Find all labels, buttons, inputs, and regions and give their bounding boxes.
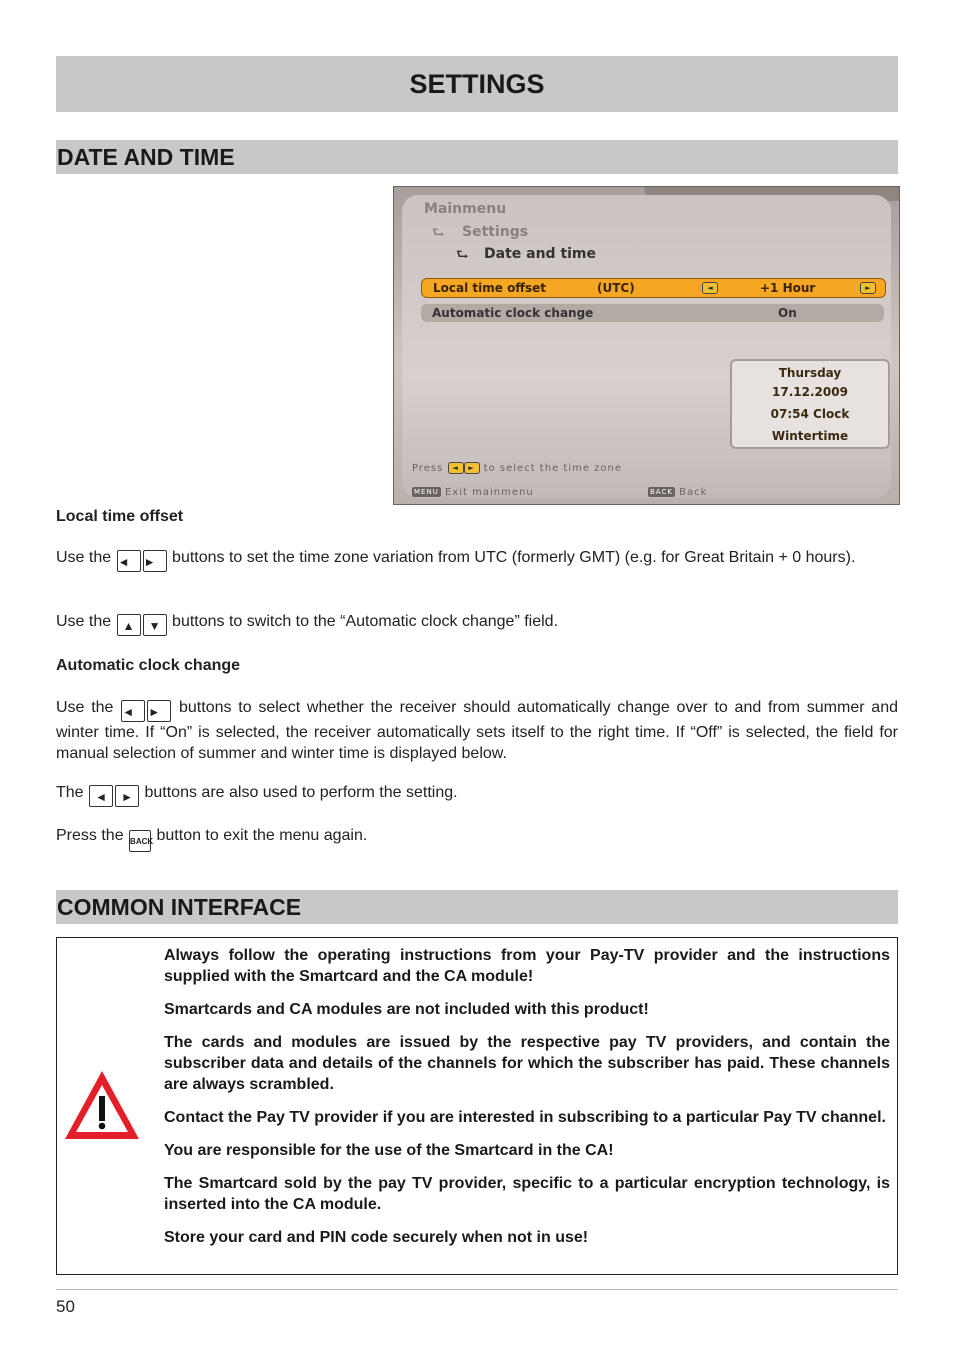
section-heading-date-time: DATE AND TIME xyxy=(57,144,235,170)
text: button to exit the menu again. xyxy=(156,827,368,844)
osd-time: 07:54 Clock xyxy=(770,407,850,421)
warning-paragraph: You are responsible for the use of the Smartcard in the CA! xyxy=(164,1142,614,1159)
right-arrow-key-icon: ► xyxy=(143,550,167,572)
para-local-offset-2 xyxy=(56,611,898,636)
osd-row-mid: (UTC) xyxy=(597,281,635,295)
osd-crumb-settings: Settings xyxy=(462,224,529,240)
osd-season: Wintertime xyxy=(771,429,849,443)
osd-datetime-box xyxy=(730,359,890,449)
left-arrow-key-icon: ◄ xyxy=(117,550,141,572)
warning-paragraph: Always follow the operating instructions from your Pay-TV provider and the instructions supplied with the Smartcard and the CA module! xyxy=(164,947,890,985)
text: Use the xyxy=(56,613,112,630)
warning-box xyxy=(56,937,898,1275)
warning-text xyxy=(164,945,890,1260)
osd-row-automatic-clock-change xyxy=(421,304,884,322)
text: buttons to switch to the “Automatic clock change” field. xyxy=(172,613,559,630)
para-auto-clock-1 xyxy=(56,697,898,764)
osd-help-suffix: to select the time zone xyxy=(483,463,623,474)
menu-key-icon: MENU xyxy=(414,488,439,496)
up-arrow-key-icon: ▲ xyxy=(117,614,141,636)
osd-back-label: Back xyxy=(679,487,708,498)
osd-row-value: +1 Hour xyxy=(760,281,816,295)
osd-row-value: On xyxy=(778,306,797,320)
section-bar-date-time xyxy=(56,140,898,174)
text: Use the xyxy=(56,699,114,716)
text: Use the xyxy=(56,549,112,566)
osd-help-prefix: Press xyxy=(412,463,444,474)
section-heading-common-interface: COMMON INTERFACE xyxy=(57,894,302,920)
back-key-icon: BACK xyxy=(650,488,673,496)
osd-panel xyxy=(402,195,891,498)
osd-row-label: Automatic clock change xyxy=(432,306,594,320)
left-arrow-key-icon: ◄ xyxy=(121,700,145,722)
left-arrow-key-icon: ◄ xyxy=(89,785,113,807)
page-number: 50 xyxy=(56,1297,75,1316)
footer-divider xyxy=(56,1289,898,1290)
crumb-arrow-icon: ⮑ xyxy=(432,225,445,241)
para-local-offset-1 xyxy=(56,547,898,572)
page-title: SETTINGS xyxy=(409,69,545,99)
para-auto-clock-3 xyxy=(56,825,898,852)
left-arrow-icon: ◄ xyxy=(448,462,464,474)
osd-crumb-mainmenu: Mainmenu xyxy=(424,201,507,217)
text: Press the xyxy=(56,827,124,844)
right-arrow-icon: ► xyxy=(464,462,480,474)
osd-date: 17.12.2009 xyxy=(772,385,848,399)
osd-crumb-date-time: Date and time xyxy=(484,246,597,262)
osd-screenshot xyxy=(393,186,900,505)
text: buttons are also used to perform the setting. xyxy=(144,784,458,801)
text: The xyxy=(56,784,84,801)
left-arrow-icon: ◄ xyxy=(702,282,718,294)
warning-paragraph: The Smartcard sold by the pay TV provider, specific to a particular encryption technology, is inserted into the CA module. xyxy=(164,1175,890,1213)
title-bar xyxy=(56,56,898,112)
back-key-icon: BACK xyxy=(129,830,151,852)
text: buttons to select whether the receiver should automatically change over to and from summer and winter time. If “On” is selected, the receiver automatically sets itself to the right time. If “Off” is selected, the field for manual selection of summer and winter time is displayed below. xyxy=(56,699,898,762)
para-auto-clock-2 xyxy=(56,782,898,807)
right-arrow-icon: ► xyxy=(860,282,876,294)
warning-paragraph: Smartcards and CA modules are not included with this product! xyxy=(164,1001,649,1018)
right-arrow-key-icon: ► xyxy=(147,700,171,722)
section-bar-common-interface xyxy=(56,890,898,924)
osd-day: Thursday xyxy=(778,366,842,380)
osd-exit-hint xyxy=(412,487,534,498)
warning-paragraph: The cards and modules are issued by the respective pay TV providers, and contain the subscriber data and details of the channels for which the subscriber has paid. These channels are always scrambled. xyxy=(164,1034,890,1093)
warning-paragraph: Store your card and PIN code securely when not in use! xyxy=(164,1229,589,1246)
osd-row-label: Local time offset xyxy=(433,281,547,295)
text: buttons to set the time zone variation from UTC (formerly GMT) (e.g. for Great Britain + 0 hours). xyxy=(172,549,856,566)
crumb-arrow-icon: ⮑ xyxy=(456,247,469,263)
osd-help-line xyxy=(412,462,622,474)
warning-triangle-icon xyxy=(62,1068,142,1147)
osd-row-local-time-offset xyxy=(421,278,886,298)
right-arrow-key-icon: ► xyxy=(115,785,139,807)
subheading-automatic-clock-change: Automatic clock change xyxy=(56,657,241,674)
subheading-local-time-offset: Local time offset xyxy=(56,508,184,525)
down-arrow-key-icon: ▼ xyxy=(143,614,167,636)
warning-paragraph: Contact the Pay TV provider if you are interested in subscribing to a particular Pay TV channel. xyxy=(164,1109,886,1126)
osd-exit-label: Exit mainmenu xyxy=(445,487,534,498)
osd-back-hint xyxy=(648,487,707,498)
